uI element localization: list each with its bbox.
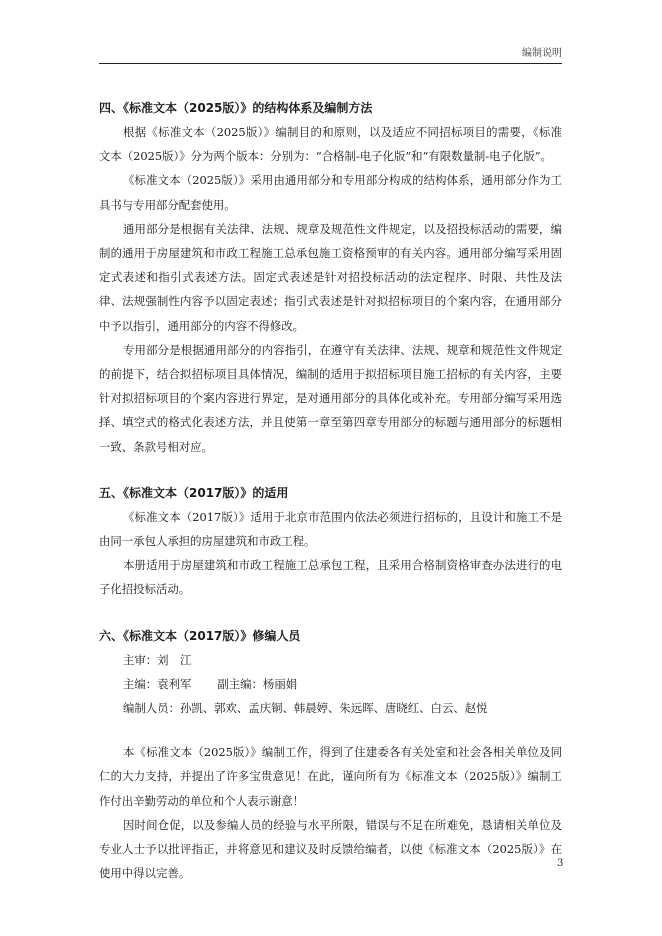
section-5-paragraph: 本册适用于房屋建筑和市政工程施工总承包工程，且采用合格制资格审查办法进行的电子化招投标活动。	[99, 558, 562, 597]
section-spacer	[99, 459, 562, 481]
editing-staff: 编制人员：孙凯、郭欢、孟庆铜、韩晨婷、朱远晖、唐晓红、白云、赵悦	[123, 701, 488, 716]
section-5-heading: 五、《标准文本（2017版）》的适用	[99, 485, 289, 500]
closing-paragraph: 因时间仓促，以及参编人员的经验与水平所限，错误与不足在所难免，恳请相关单位及专业人士予以批评指正，并将意见和建议及时反馈给编者，以使《标准文本（2025版）》在使用中得以完善。	[99, 817, 562, 881]
page-content	[99, 96, 562, 885]
editors-line	[99, 672, 562, 696]
page-number: 3	[557, 858, 564, 869]
running-header: 编制说明	[522, 48, 562, 59]
section-4-paragraph: 专用部分是根据通用部分的内容指引，在遵守有关法律、法规、规章和规范性文件规定的前提下，结合拟招标项目具体情况，编制的适用于拟招标项目施工招标的有关内容，主要针对拟招标项目的个案内容进行界定，是对通用部分的具体化或补充。专用部分编写采用选择、填空式的格式化表述方法，并且使第一章至第四章专用部分的标题与通用部分的标题相一致、条款号相对应。	[99, 342, 562, 454]
chief-editor: 主编：袁利军	[123, 676, 192, 691]
section-spacer	[99, 602, 562, 624]
section-4-paragraph: 通用部分是根据有关法律、法规、规章及规范性文件规定，以及招投标活动的需要，编制的通用于房屋建筑和市政工程施工总承包施工资格预审的有关内容。通用部分编写采用固定式表述和指引式表述方法。固定式表述是针对招投标活动的法定程序、时限、共性及法律、法规强制性内容予以固定表述；指引式表述是针对拟招标项目的个案内容，在通用部分中予以指引，通用部分的内容不得修改。	[99, 221, 562, 333]
chief-reviewer: 主审：刘 江	[123, 652, 192, 667]
section-4-paragraph: 《标准文本（2025版）》采用由通用部分和专用部分构成的结构体系，通用部分作为工具书与专用部分配套使用。	[99, 173, 562, 212]
section-4-heading: 四、《标准文本（2025版）》的结构体系及编制方法	[99, 101, 373, 115]
header-rule	[99, 63, 562, 64]
section-4-paragraph: 根据《标准文本（2025版）》编制目的和原则，以及适应不同招标项目的需要，《标准文本（2025版）》分为两个版本：分别为：“合格制-电子化版”和“有限数量制-电子化版”。	[99, 125, 562, 164]
deputy-editor: 副主编：杨丽娟	[217, 676, 298, 691]
section-spacer	[99, 720, 562, 740]
section-5-paragraph: 《标准文本（2017版）》适用于北京市范围内依法必须进行招标的，且设计和施工不是由同一承包人承担的房屋建筑和市政工程。	[99, 509, 562, 549]
closing-paragraph: 本《标准文本（2025版）》编制工作，得到了住建委各有关处室和社会各相关单位及同仁的大力支持，并提出了许多宝贵意见！在此，谨向所有为《标准文本（2025版）》编制工作付出辛勤劳动的单位和个人表示谢意！	[99, 745, 562, 808]
section-6-heading: 六、《标准文本（2017版）》修编人员	[99, 628, 301, 643]
